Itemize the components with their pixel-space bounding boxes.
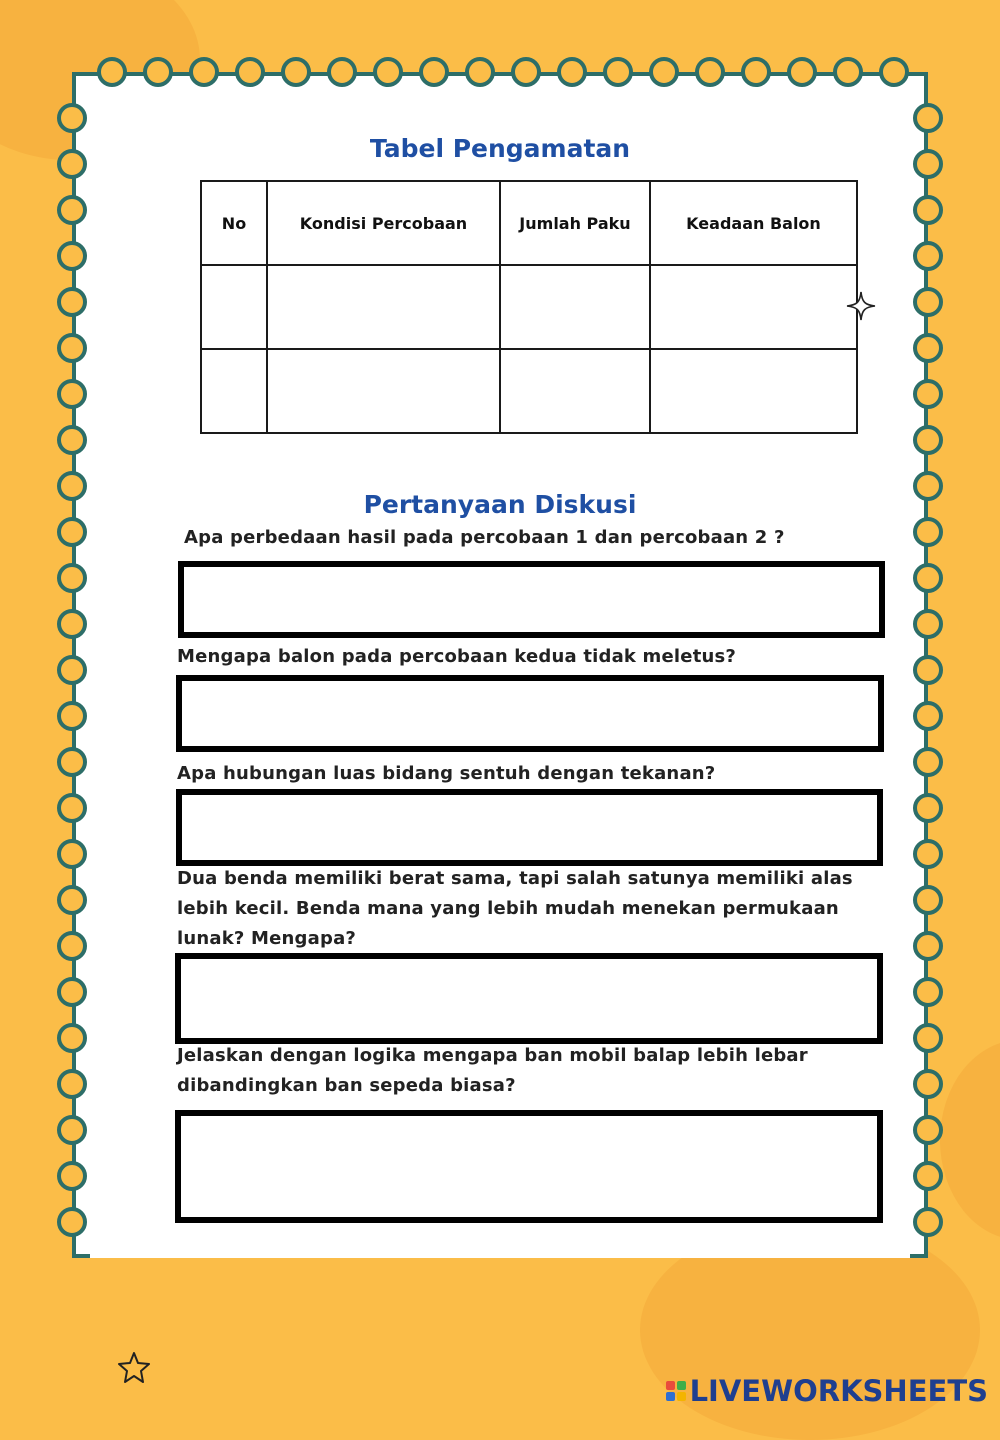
scallop-notch [57, 839, 87, 869]
scallop-notch [57, 793, 87, 823]
scallop-notch [57, 655, 87, 685]
scallop-notch [913, 333, 943, 363]
answer-box-2[interactable] [176, 675, 884, 752]
question-2-text [177, 642, 736, 672]
table-cell[interactable] [650, 349, 857, 433]
scallop-notch [913, 747, 943, 777]
scallop-notch [913, 655, 943, 685]
scallop-notch [833, 57, 863, 87]
scallop-notch [57, 747, 87, 777]
scallop-notch [57, 1207, 87, 1237]
scallop-notch [741, 57, 771, 87]
scallop-notch [57, 1023, 87, 1053]
scallop-notch [913, 1023, 943, 1053]
scallop-notch [327, 57, 357, 87]
scallop-notch [281, 57, 311, 87]
answer-box-3[interactable] [176, 789, 883, 866]
scallop-notch [57, 563, 87, 593]
question-line: Apa hubungan luas bidang sentuh dengan tekanan? [177, 763, 716, 784]
scallop-notch [913, 977, 943, 1007]
scallop-notch [57, 241, 87, 271]
scallop-notch [913, 517, 943, 547]
table-cell[interactable] [267, 265, 500, 349]
scallop-notch [913, 563, 943, 593]
scallop-notch [695, 57, 725, 87]
table-cell[interactable] [201, 349, 267, 433]
scallop-notch [913, 931, 943, 961]
table-title: Tabel Pengamatan [369, 134, 631, 163]
scallop-notch [373, 57, 403, 87]
scallop-notch [57, 977, 87, 1007]
scallop-notch [57, 609, 87, 639]
scallop-notch [57, 379, 87, 409]
scallop-notch [419, 57, 449, 87]
table-cell[interactable] [650, 265, 857, 349]
question-line: Jelaskan dengan logika mengapa ban mobil balap lebih lebar [177, 1045, 808, 1066]
scallop-notch [603, 57, 633, 87]
scallop-notch [913, 1161, 943, 1191]
scallop-notch [235, 57, 265, 87]
question-5-text [177, 1041, 808, 1101]
scallop-notch [913, 1115, 943, 1145]
scallop-notch [57, 701, 87, 731]
scallop-notch [913, 885, 943, 915]
scallop-notch [57, 195, 87, 225]
scallop-notch [557, 57, 587, 87]
answer-box-5[interactable] [175, 1110, 883, 1223]
scallop-notch [57, 1115, 87, 1145]
header-kondisi: Kondisi Percobaan [267, 181, 500, 265]
scallop-notch [913, 103, 943, 133]
scallop-notch [913, 241, 943, 271]
scallop-notch [189, 57, 219, 87]
scallop-notch [913, 195, 943, 225]
scallop-notch [57, 425, 87, 455]
question-line: Mengapa balon pada percobaan kedua tidak meletus? [177, 646, 737, 667]
answer-box-4[interactable] [175, 953, 883, 1044]
question-line: lebih kecil. Benda mana yang lebih mudah menekan permukaan [177, 898, 839, 919]
scallop-notch [57, 931, 87, 961]
star-icon [116, 1350, 152, 1386]
scallop-notch [143, 57, 173, 87]
table-cell[interactable] [201, 265, 267, 349]
scallop-notch [97, 57, 127, 87]
scallop-notch [57, 1161, 87, 1191]
scallop-notch [913, 609, 943, 639]
scallop-notch [913, 701, 943, 731]
question-line: Apa perbedaan hasil pada percobaan 1 dan percobaan 2 ? [184, 527, 785, 548]
discussion-title: Pertanyaan Diskusi [363, 490, 637, 519]
liveworksheets-logo [666, 1374, 988, 1408]
observation-table [200, 180, 858, 434]
brand-text: LIVEWORKSHEETS [689, 1374, 988, 1408]
scallop-notch [57, 287, 87, 317]
table-header-row [201, 181, 857, 265]
scallop-notch [913, 287, 943, 317]
table-row [201, 349, 857, 433]
header-no: No [201, 181, 267, 265]
scallop-notch [913, 1069, 943, 1099]
question-line: lunak? Mengapa? [177, 928, 357, 949]
scallop-notch [57, 333, 87, 363]
table-row [201, 265, 857, 349]
scallop-notch [57, 103, 87, 133]
question-line: Dua benda memiliki berat sama, tapi salah satunya memiliki alas [177, 868, 853, 889]
table-cell[interactable] [500, 265, 650, 349]
scallop-notch [787, 57, 817, 87]
sparkle-icon [845, 290, 877, 322]
scallop-notch [913, 839, 943, 869]
scallop-notch [913, 1207, 943, 1237]
question-1-text [184, 523, 785, 553]
scallop-notch [649, 57, 679, 87]
scallop-notch [57, 885, 87, 915]
table-cell[interactable] [267, 349, 500, 433]
table-cell[interactable] [500, 349, 650, 433]
answer-box-1[interactable] [178, 561, 885, 638]
question-line: dibandingkan ban sepeda biasa? [177, 1075, 516, 1096]
question-4-text [177, 864, 853, 954]
brand-icon [666, 1381, 686, 1401]
scallop-notch [57, 517, 87, 547]
background-blob [940, 1040, 1000, 1240]
scallop-notch [511, 57, 541, 87]
scallop-notch [913, 425, 943, 455]
scallop-notch [465, 57, 495, 87]
scallop-notch [913, 379, 943, 409]
header-keadaan-balon: Keadaan Balon [650, 181, 857, 265]
scallop-notch [879, 57, 909, 87]
scallop-notch [913, 793, 943, 823]
header-jumlah-paku: Jumlah Paku [500, 181, 650, 265]
question-3-text [177, 759, 715, 789]
scallop-notch [57, 1069, 87, 1099]
